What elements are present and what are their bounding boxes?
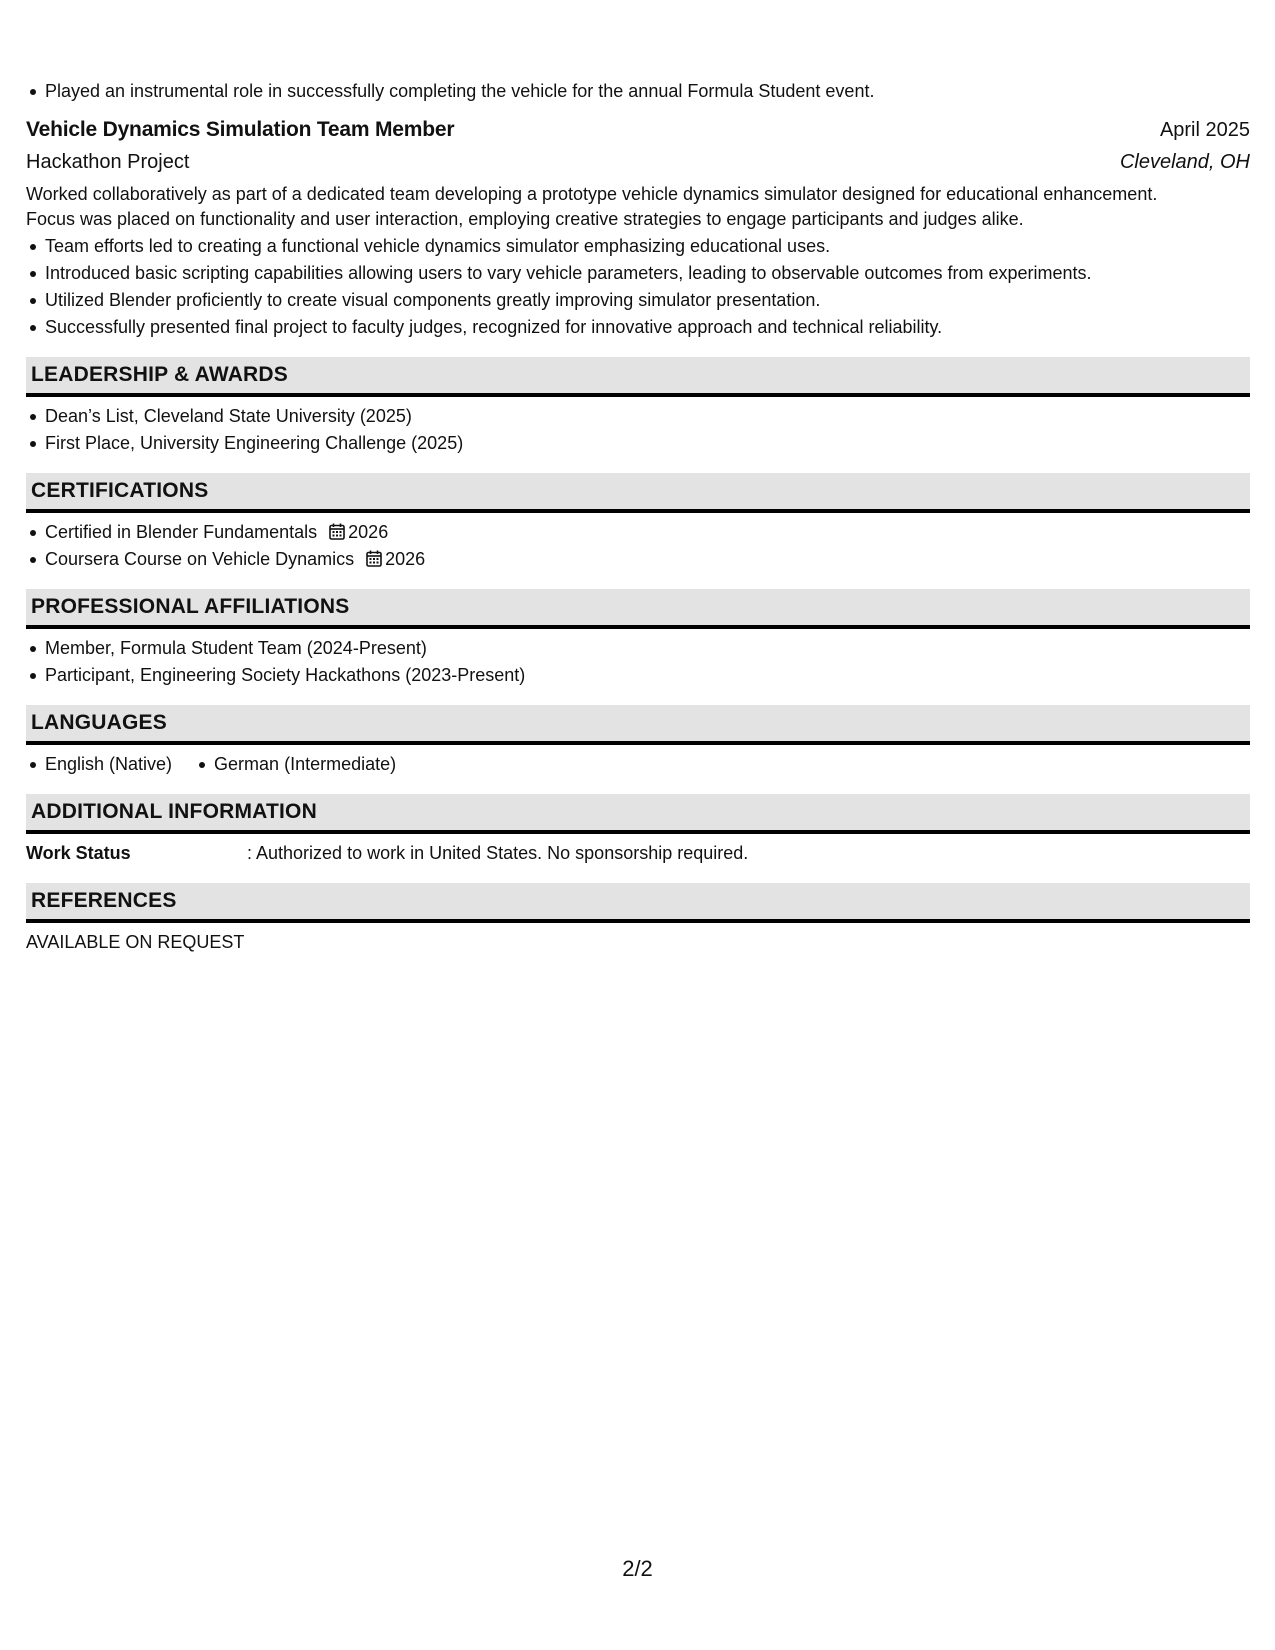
job-description [26,182,1250,232]
section-title: LEADERSHIP & AWARDS [31,363,288,386]
section-header-leadership [26,357,1250,397]
list-item [45,546,1250,573]
work-status-row [26,840,1250,867]
cert-date [329,522,388,542]
list-item: Member, Formula Student Team (2024-Present) [45,635,1250,662]
list-item: Participant, Engineering Society Hackathons (2023-Present) [45,662,1250,689]
description-line: Worked collaboratively as part of a dedicated team developing a prototype vehicle dynamics simulator designed for educational enhancement. [26,184,1158,204]
list-item: Team efforts led to creating a functional vehicle dynamics simulator emphasizing educational uses. [45,233,1250,260]
section-header-additional [26,794,1250,834]
list-item: Utilized Blender proficiently to create visual components greatly improving simulator presentation. [45,287,1250,314]
cert-date [366,549,425,569]
certifications-list [26,519,1250,573]
cert-name: Certified in Blender Fundamentals [45,522,318,542]
description-line: Focus was placed on functionality and user interaction, employing creative strategies to engage participants and judges alike. [26,209,1024,229]
section-title: PROFESSIONAL AFFILIATIONS [31,595,350,618]
leadership-list [26,403,1250,457]
list-item: First Place, University Engineering Challenge (2025) [45,430,1250,457]
section-header-references [26,883,1250,923]
job-organization: Hackathon Project [26,151,190,173]
resume-page [26,78,1250,956]
calendar-icon [366,550,382,567]
languages-list [26,751,1250,778]
section-header-affiliations [26,589,1250,629]
cert-name: Coursera Course on Vehicle Dynamics [45,549,355,569]
list-item [45,519,1250,546]
list-item: Successfully presented final project to faculty judges, recognized for innovative approach and technical reliability. [45,314,1250,341]
section-title: ADDITIONAL INFORMATION [31,800,317,823]
list-item: English (Native) [45,751,172,778]
page-number: 2/2 [622,1556,653,1581]
work-status-label: Work Status [26,843,131,863]
section-title: REFERENCES [31,889,177,912]
previous-entry-bullets [26,78,1250,105]
cert-year: 2026 [348,522,389,542]
list-item: German (Intermediate) [214,751,396,778]
list-item: Dean’s List, Cleveland State University (2025) [45,403,1250,430]
section-header-certifications [26,473,1250,513]
job-date: April 2025 [1159,119,1250,141]
references-text: AVAILABLE ON REQUEST [26,932,245,952]
section-title: CERTIFICATIONS [31,479,209,502]
cert-year: 2026 [385,549,426,569]
experience-entry [26,114,1250,341]
section-header-languages [26,705,1250,745]
job-location: Cleveland, OH [1119,151,1250,173]
calendar-icon [329,523,345,540]
list-item: Introduced basic scripting capabilities allowing users to vary vehicle parameters, leading to observable outcomes from experiments. [45,260,1250,287]
section-title: LANGUAGES [31,711,167,734]
job-bullets [26,233,1250,341]
list-item: Played an instrumental role in successfully completing the vehicle for the annual Formula Student event. [45,78,1250,105]
affiliations-list [26,635,1250,689]
work-status-value: : Authorized to work in United States. No sponsorship required. [247,843,749,863]
job-title: Vehicle Dynamics Simulation Team Member [26,118,455,141]
